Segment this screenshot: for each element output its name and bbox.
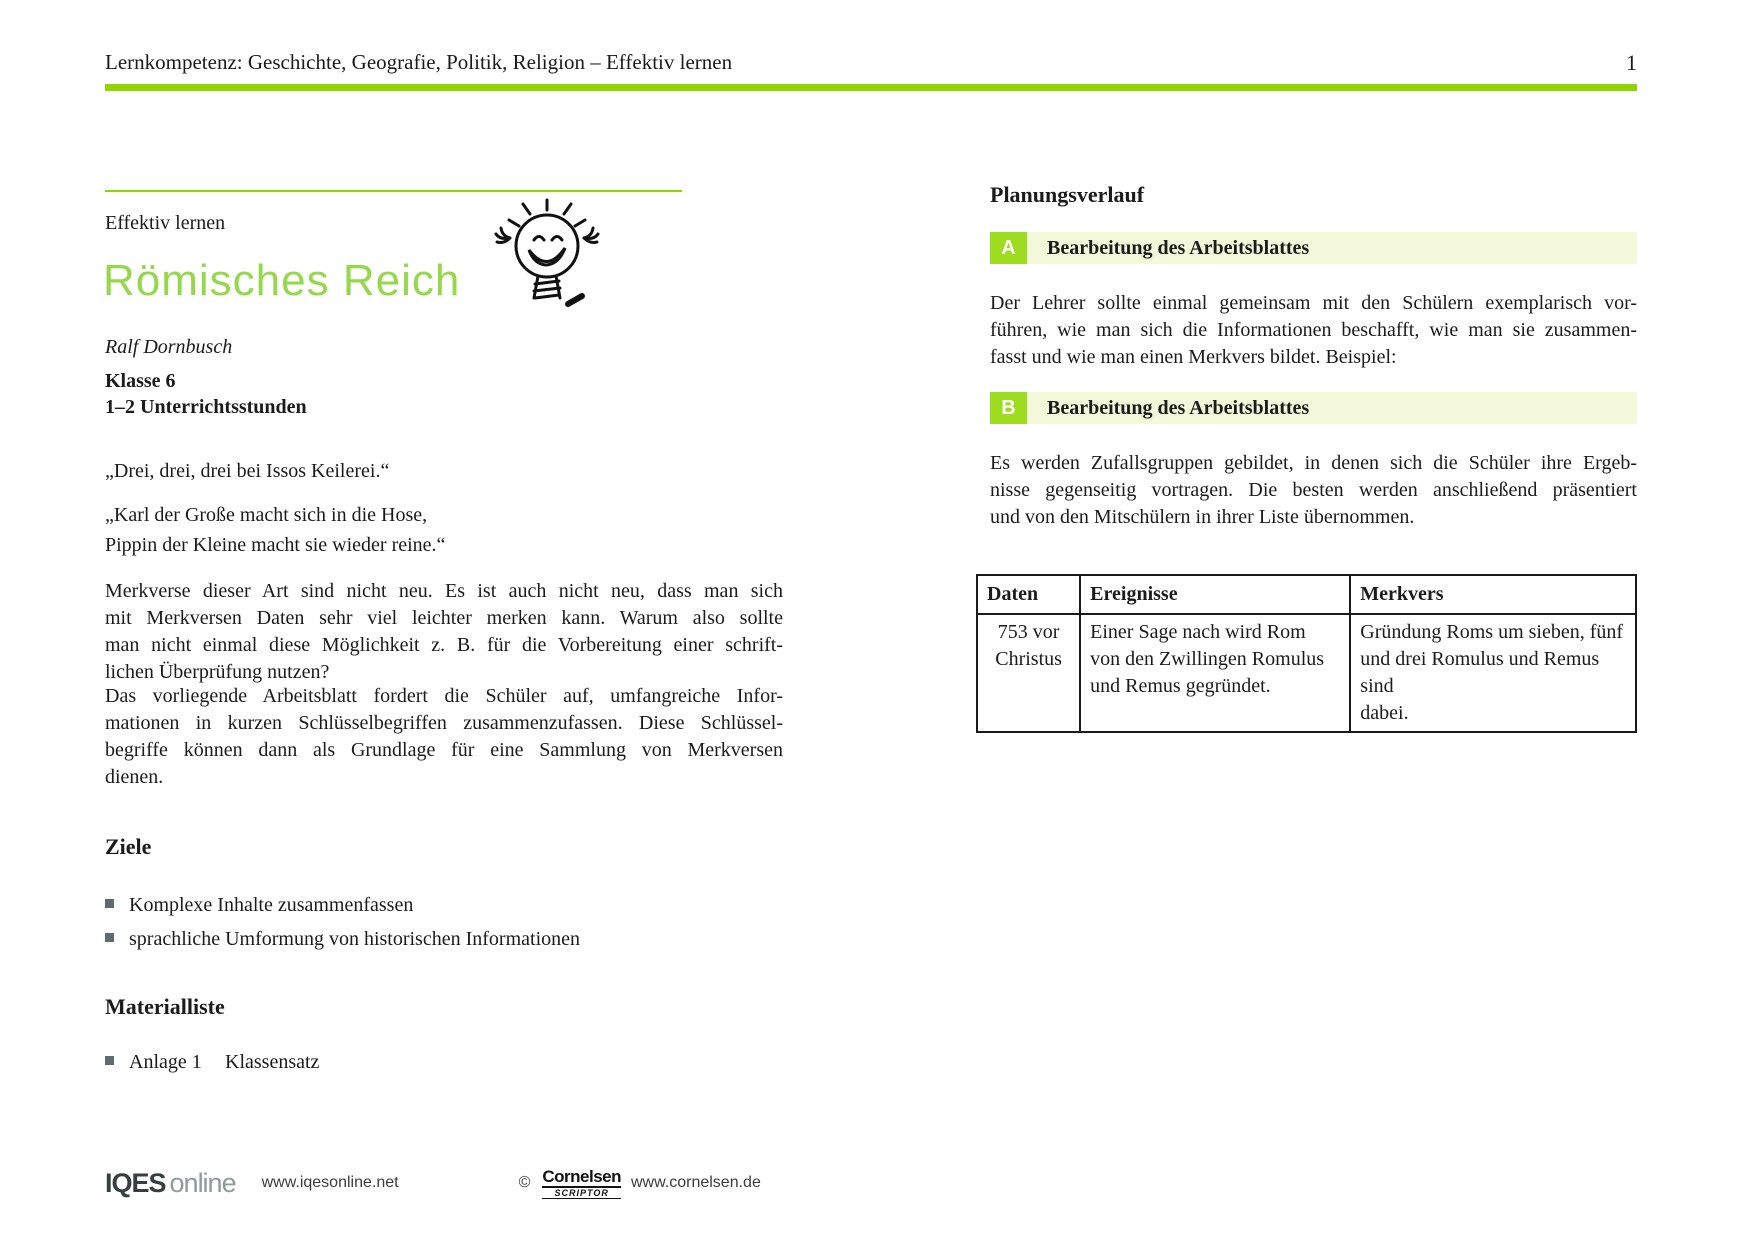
list-item: [105, 1051, 783, 1074]
mnemonic-quote-1: „Drei, drei, drei bei Issos Keilerei.“: [105, 460, 390, 482]
material-item-value: Klassensatz: [225, 1051, 320, 1073]
list-item: [105, 925, 783, 953]
bullet-square-icon: [105, 899, 114, 908]
table-header-merkvers: Merkvers: [1350, 575, 1636, 614]
bullet-square-icon: [105, 1056, 114, 1065]
cornelsen-logo-text: Cornelsen: [542, 1166, 621, 1186]
intro-paragraph-2: Das vorliegende Arbeitsblatt fordert die Schüler auf, umfangreiche Infor- mationen in kurzen Schlüsselbegriffen zusammenzufassen. Diese Schlüssel- begriffe können dann als Grundlage für eine Sammlung von Merkversen dienen.: [105, 685, 783, 788]
table-cell-merkvers: Gründung Roms um sieben, fünf und drei Romulus und Remus sind dabei.: [1350, 614, 1636, 732]
example-table: [976, 574, 1637, 733]
header-rule: [105, 84, 1637, 91]
step-a-paragraph: Der Lehrer sollte einmal gemeinsam mit den Schülern exemplarisch vor- führen, wie man sich die Informationen beschafft, wie man sie zusammen- fasst und wie man einen Merkvers bildet. Beispiel:: [990, 292, 1637, 368]
iqes-logo: [105, 1168, 236, 1199]
lesson-duration: 1–2 Unterrichtsstunden: [105, 396, 307, 418]
grade-level: Klasse 6: [105, 370, 176, 392]
table-header-daten: Daten: [977, 575, 1080, 614]
step-label-a: Bearbeitung des Arbeitsblattes: [1047, 236, 1310, 259]
cornelsen-logo: [542, 1168, 621, 1199]
copyright-symbol: ©: [518, 1174, 531, 1191]
planning-heading: Planungsverlauf: [990, 182, 1145, 207]
lightbulb-cartoon-icon: [488, 198, 606, 326]
bullet-square-icon: [105, 933, 114, 942]
table-header-row: [977, 575, 1636, 614]
step-badge-a: A: [990, 232, 1027, 264]
document-header-title: Lernkompetenz: Geschichte, Geografie, Politik, Religion – Effektiv lernen: [105, 50, 733, 74]
material-item-label: Anlage 1: [129, 1051, 202, 1073]
goal-item-label: Komplexe Inhalte zusammenfassen: [129, 894, 414, 916]
mnemonic-quote-2: „Karl der Große macht sich in die Hose, Pippin der Kleine macht sie wieder reine.“: [105, 504, 446, 556]
page-title: Römisches Reich: [103, 256, 461, 305]
iqes-logo-online-text: online: [169, 1167, 236, 1198]
list-item: [105, 891, 783, 919]
page-number: 1: [1626, 50, 1637, 75]
table-cell-daten: 753 vor Christus: [977, 614, 1080, 732]
table-row: [977, 614, 1636, 732]
intro-paragraph-1: Merkverse dieser Art sind nicht neu. Es ist auch nicht neu, dass man sich mit Merkversen Daten sehr viel leichter merken kann. Warum also sollte man nicht einmal diese Möglichkeit z. B. für die Vorbereitung einer schrift- lichen Überprüfung nutzen?: [105, 580, 783, 683]
document-footer: [105, 1163, 1637, 1203]
step-bar-b: [990, 392, 1637, 424]
section-rule: [105, 190, 682, 192]
cornelsen-scriptor-text: SCRIPTOR: [542, 1188, 621, 1199]
series-kicker: Effektiv lernen: [105, 212, 226, 234]
author-name: Ralf Dornbusch: [105, 336, 233, 358]
step-badge-b: B: [990, 392, 1027, 424]
goal-item-label: sprachliche Umformung von historischen Informationen: [129, 928, 580, 950]
goals-heading: Ziele: [105, 834, 152, 859]
iqes-logo-text: IQES: [105, 1167, 166, 1198]
iqes-url: www.iqesonline.net: [261, 1174, 399, 1191]
materials-heading: Materialliste: [105, 994, 225, 1019]
table-header-ereignisse: Ereignisse: [1080, 575, 1350, 614]
step-label-b: Bearbeitung des Arbeitsblattes: [1047, 396, 1310, 419]
goals-list: [105, 891, 783, 959]
step-bar-a: [990, 232, 1637, 264]
cornelsen-url: www.cornelsen.de: [631, 1174, 761, 1191]
step-b-paragraph: Es werden Zufallsgruppen gebildet, in denen sich die Schüler ihre Ergeb- nisse gegenseitig vortragen. Die besten werden anschließend präsentiert und von den Mitschülern in ihrer Liste übernommen.: [990, 452, 1637, 528]
table-cell-ereignisse: Einer Sage nach wird Rom von den Zwillingen Romulus und Remus gegründet.: [1080, 614, 1350, 732]
materials-list: [105, 1051, 783, 1080]
